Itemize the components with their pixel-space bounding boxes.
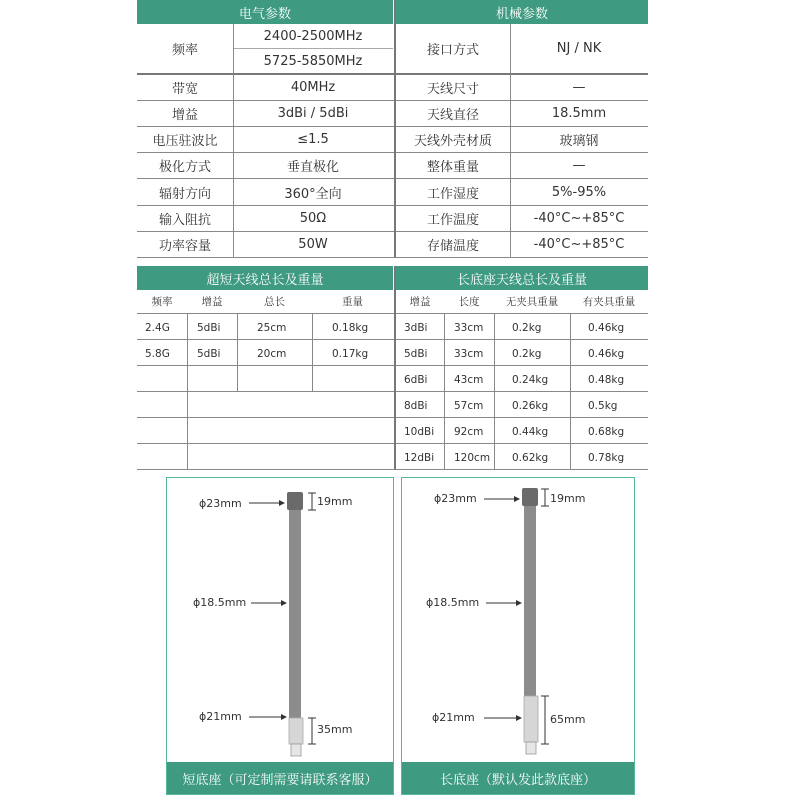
grid-line: [137, 469, 648, 470]
short-col-length: 总长: [264, 295, 285, 308]
short-col-gain: 增益: [201, 295, 223, 308]
elec-label-gain: 增益: [171, 108, 198, 123]
long-col-weight-clamp: 有夹具重量: [582, 295, 636, 308]
long-col-gain: 增益: [409, 295, 431, 308]
grid-line: [187, 313, 188, 469]
long-cell: 10dBi: [404, 425, 435, 438]
grid-line: [137, 178, 648, 179]
long-cell: 6dBi: [404, 373, 428, 386]
long-cell: 0.24kg: [512, 373, 549, 386]
mid-diameter-label: ϕ18.5mm: [426, 596, 480, 609]
elec-label-polarization: 极化方式: [158, 160, 211, 175]
long-cell: 120cm: [454, 451, 491, 464]
top-length-label: 19mm: [550, 492, 586, 505]
short-base-caption: 短底座（可定制需要请联系客服）: [167, 762, 393, 794]
grid-line: [494, 313, 495, 469]
mechanical-header: 机械参数: [396, 0, 648, 24]
top-diameter-label: ϕ23mm: [199, 497, 242, 510]
elec-label-bandwidth: 带宽: [171, 82, 198, 97]
mech-label-interface: 接口方式: [426, 43, 479, 58]
long-cell: 8dBi: [404, 399, 428, 412]
grid-line: [237, 313, 238, 391]
elec-value-bandwidth: 40MHz: [290, 80, 336, 95]
long-cell: 92cm: [454, 425, 484, 438]
antenna-connector: [291, 744, 301, 756]
long-cell: 0.48kg: [588, 373, 625, 386]
long-col-weight-no-clamp: 无夹具重量: [505, 295, 559, 308]
mech-value-diameter: 18.5mm: [551, 106, 607, 121]
long-cell: 33cm: [454, 347, 484, 360]
grid-line: [444, 313, 445, 469]
top-length-label: 19mm: [317, 495, 353, 508]
elec-value-polarization: 垂直极化: [286, 160, 339, 175]
grid-line: [137, 365, 648, 366]
mech-value-material: 玻璃钢: [559, 134, 599, 149]
grid-line: [570, 313, 571, 469]
elec-value-power: 50W: [298, 237, 328, 252]
grid-line: [137, 100, 648, 101]
elec-label-frequency: 频率: [171, 43, 198, 58]
elec-label-vswr: 电压驻波比: [152, 134, 218, 149]
top-diameter-label: ϕ23mm: [434, 492, 477, 505]
arrow-head: [516, 715, 522, 721]
long-cell: 0.46kg: [588, 347, 625, 360]
grid-line: [394, 266, 396, 469]
grid-line: [137, 231, 648, 232]
mech-value-interface: NJ / NK: [556, 41, 602, 56]
elec-value-radiation: 360°全向: [284, 187, 342, 202]
arrow-head: [514, 496, 520, 502]
short-cell: 5dBi: [197, 321, 221, 334]
mech-value-size: —: [572, 80, 586, 95]
long-cell: 5dBi: [404, 347, 428, 360]
elec-value-frequency-1: 2400-2500MHz: [263, 29, 363, 44]
long-cell: 12dBi: [404, 451, 435, 464]
electrical-header: 电气参数: [137, 0, 393, 24]
mech-value-weight: —: [572, 158, 586, 173]
grid-line: [137, 391, 648, 392]
base-length-label: 35mm: [317, 723, 353, 736]
antenna-base: [524, 696, 538, 742]
antenna-body: [524, 506, 536, 696]
mech-label-storage-temp: 存储温度: [426, 239, 479, 254]
long-cell: 3dBi: [404, 321, 428, 334]
long-cell: 0.2kg: [512, 347, 542, 360]
grid-line: [233, 24, 234, 257]
long-cell: 43cm: [454, 373, 484, 386]
short-cell: 0.17kg: [332, 347, 369, 360]
antenna-cap: [287, 492, 303, 510]
arrow-head: [281, 714, 287, 720]
long-col-length: 长度: [458, 295, 480, 308]
grid-line: [137, 152, 648, 153]
long-cell: 0.68kg: [588, 425, 625, 438]
grid-line: [137, 205, 648, 206]
short-cell: 2.4G: [145, 321, 170, 334]
grid-line: [137, 313, 648, 314]
mech-label-humidity: 工作湿度: [426, 187, 479, 202]
arrow-head: [281, 600, 287, 606]
base-diameter-label: ϕ21mm: [432, 711, 475, 724]
elec-value-vswr: ≤1.5: [297, 132, 329, 147]
antenna-connector: [526, 742, 536, 754]
antenna-body: [289, 510, 301, 718]
mech-value-op-temp: -40°C~+85°C: [533, 211, 625, 226]
mech-label-size: 天线尺寸: [426, 82, 479, 97]
elec-label-impedance: 输入阻抗: [158, 213, 211, 228]
grid-line: [510, 24, 511, 257]
long-base-panel: [401, 477, 635, 795]
long-cell: 0.62kg: [512, 451, 549, 464]
grid-line: [137, 257, 648, 258]
long-cell: 57cm: [454, 399, 484, 412]
long-cell: 0.46kg: [588, 321, 625, 334]
long-cell: 0.26kg: [512, 399, 549, 412]
mech-value-storage-temp: -40°C~+85°C: [533, 237, 625, 252]
short-table-header: 超短天线总长及重量: [137, 266, 393, 290]
arrow-head: [516, 600, 522, 606]
arrow-head: [279, 500, 285, 506]
short-cell: 0.18kg: [332, 321, 369, 334]
grid-line: [394, 0, 396, 257]
base-diameter-label: ϕ21mm: [199, 710, 242, 723]
short-cell: 25cm: [257, 321, 287, 334]
mid-diameter-label: ϕ18.5mm: [193, 596, 247, 609]
grid-line: [233, 48, 393, 49]
grid-line: [137, 417, 648, 418]
short-cell: 20cm: [257, 347, 287, 360]
elec-label-power: 功率容量: [158, 239, 211, 254]
elec-value-frequency-2: 5725-5850MHz: [263, 53, 363, 69]
mech-label-op-temp: 工作温度: [426, 213, 479, 228]
base-length-label: 65mm: [550, 713, 586, 726]
long-cell: 0.78kg: [588, 451, 625, 464]
long-cell: 0.5kg: [588, 399, 618, 412]
grid-line: [137, 73, 648, 75]
grid-line: [137, 443, 648, 444]
long-cell: 0.2kg: [512, 321, 542, 334]
mech-label-weight: 整体重量: [426, 160, 479, 175]
short-base-panel: [166, 477, 394, 795]
antenna-cap: [522, 488, 538, 506]
grid-line: [137, 339, 648, 340]
elec-label-radiation: 辐射方向: [158, 187, 211, 202]
grid-line: [312, 313, 313, 391]
mech-value-humidity: 5%-95%: [551, 185, 607, 200]
short-cell: 5dBi: [197, 347, 221, 360]
short-cell: 5.8G: [145, 347, 170, 360]
long-base-caption: 长底座（默认发此款底座）: [402, 762, 634, 794]
short-col-freq: 频率: [151, 295, 173, 308]
grid-line: [137, 126, 648, 127]
mech-label-diameter: 天线直径: [426, 108, 479, 123]
antenna-base: [289, 718, 303, 744]
short-col-weight: 重量: [342, 295, 363, 308]
elec-value-impedance: 50Ω: [299, 211, 327, 226]
long-cell: 0.44kg: [512, 425, 549, 438]
long-cell: 33cm: [454, 321, 484, 334]
elec-value-gain: 3dBi / 5dBi: [277, 106, 349, 121]
long-table-header: 长底座天线总长及重量: [396, 266, 648, 290]
mech-label-material: 天线外壳材质: [413, 134, 492, 149]
